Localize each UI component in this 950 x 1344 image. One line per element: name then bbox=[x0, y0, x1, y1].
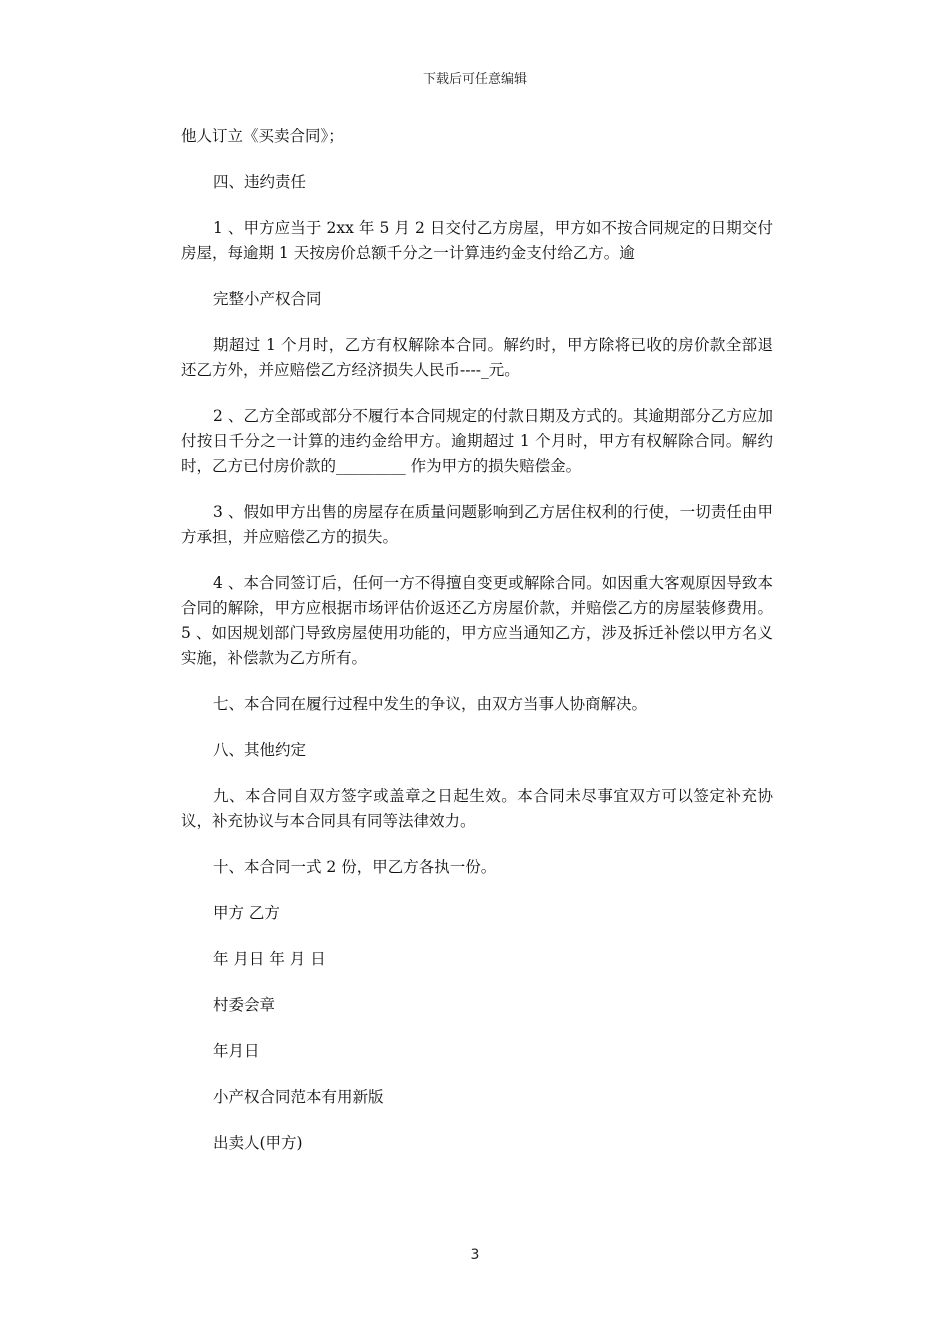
document-body bbox=[181, 124, 773, 1177]
page-header: 下载后可任意编辑 bbox=[422, 72, 527, 87]
section-10-copies: 十、本合同一式 2 份，甲乙方各执一份。 bbox=[213, 858, 497, 876]
signature-dates: 年 月日 年 月 日 bbox=[213, 950, 326, 968]
clause-3: 3 、假如甲方出售的房屋存在质量问题影响到乙方居住权利的行使，一切责任由甲方承担，并应赔偿乙方的损失。 bbox=[181, 503, 773, 546]
section-8-other: 八、其他约定 bbox=[213, 741, 307, 759]
signature-parties: 甲方 乙方 bbox=[213, 904, 280, 922]
page-number: 3 bbox=[470, 1247, 480, 1263]
template-title: 小产权合同范本有用新版 bbox=[213, 1088, 384, 1106]
clause-4-5: 4 、本合同签订后，任何一方不得擅自变更或解除合同。如因重大客观原因导致本合同的解除，甲方应根据市场评估价返还乙方房屋价款，并赔偿乙方的房屋装修费用。5 、如因规划部门导致房屋使用功能的，甲方应当通知乙方，涉及拆迁补偿以甲方名义实施，补偿款为乙方所有。 bbox=[181, 574, 773, 667]
section-7-dispute: 七、本合同在履行过程中发生的争议，由双方当事人协商解决。 bbox=[213, 695, 648, 713]
clause-1: 1 、甲方应当于 2xx 年 5 月 2 日交付乙方房屋，甲方如不按合同规定的日期交付房屋，每逾期 1 天按房价总额千分之一计算违约金支付给乙方。逾 bbox=[181, 219, 773, 262]
section-heading-breach: 四、违约责任 bbox=[213, 173, 307, 191]
seller-label: 出卖人(甲方) bbox=[213, 1134, 303, 1152]
inline-title: 完整小产权合同 bbox=[213, 290, 322, 308]
section-9-effect: 九、本合同自双方签字或盖章之日起生效。本合同未尽事宜双方可以签定补充协议，补充协议与本合同具有同等法律效力。 bbox=[181, 787, 773, 830]
committee-seal: 村委会章 bbox=[213, 996, 276, 1014]
clause-1-continued: 期超过 1 个月时，乙方有权解除本合同。解约时，甲方除将已收的房价款全部退还乙方外，并应赔偿乙方经济损失人民币----_元。 bbox=[181, 336, 773, 379]
seal-date: 年月日 bbox=[213, 1042, 260, 1060]
clause-2: 2 、乙方全部或部分不履行本合同规定的付款日期及方式的。其逾期部分乙方应加付按日千分之一计算的违约金给甲方。逾期超过 1 个月时，甲方有权解除合同。解约时，乙方已付房价款的_________ 作为甲方的损失赔偿金。 bbox=[181, 407, 773, 475]
paragraph-continuation: 他人订立《买卖合同》； bbox=[181, 127, 344, 145]
